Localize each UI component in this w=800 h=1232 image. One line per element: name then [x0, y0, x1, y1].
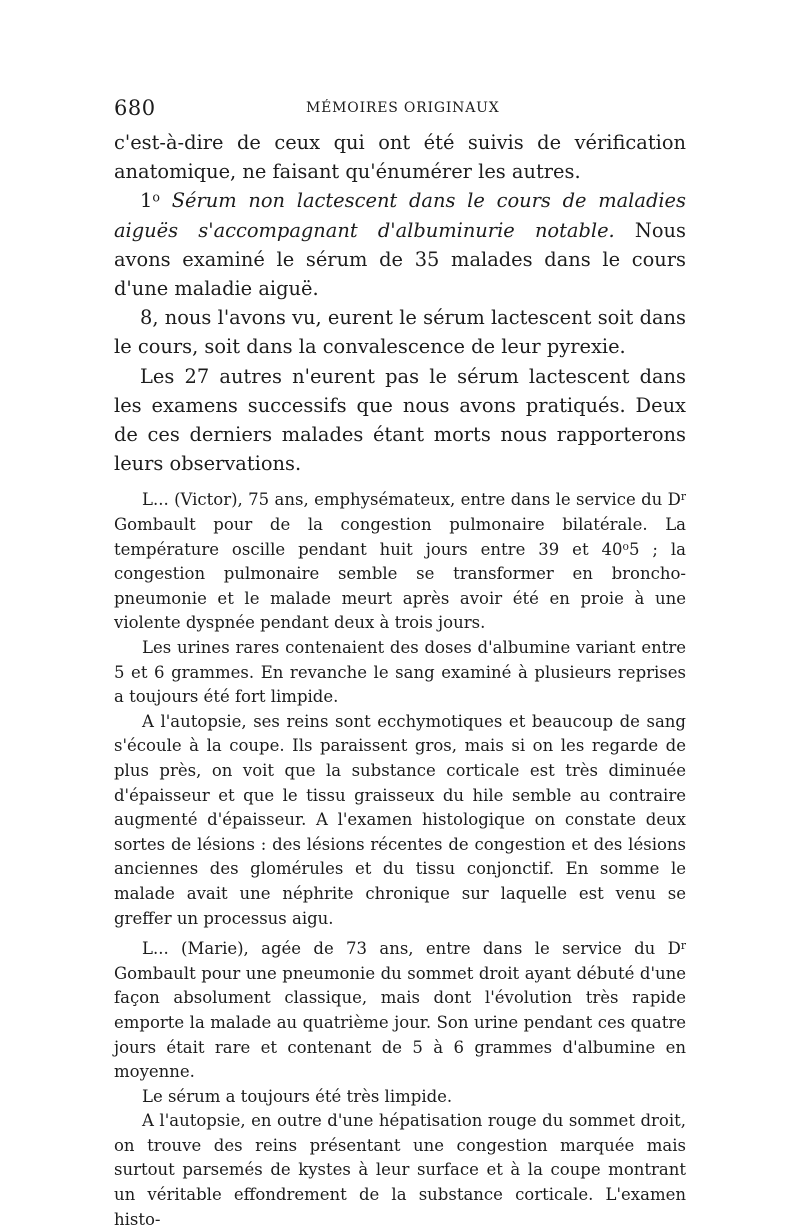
body-paragraph: Les 27 autres n'eurent pas le sérum lactescent dans les examens successifs que nous avons pratiqués. Deux de ces derniers malades étant morts nous rapporterons leurs observations.: [114, 364, 686, 476]
running-head: [114, 96, 686, 124]
case-paragraph: Les urines rares contenaient des doses d'albumine variant entre 5 et 6 grammes. En revanche le sang examiné à plusieurs reprises a toujours été fort limpide.: [114, 638, 686, 707]
case-text: Gombault pour de la congestion pulmonaire bilatérale. La température oscille pendant huit jours entre 39 et 40: [114, 515, 686, 559]
section-number-ordinal: o: [152, 189, 160, 205]
case-victor: [114, 488, 686, 931]
case-marie: [114, 937, 686, 1232]
case-paragraph: [114, 937, 686, 1085]
case-paragraph: [114, 488, 686, 636]
case-paragraph: A l'autopsie, ses reins sont ecchymotiques et beaucoup de sang s'écoule à la coupe. Ils paraissent gros, mais si on les regarde de plus près, on voit que la substance corticale est très diminuée d'épaisseur et que le tissu graisseux du hile semble au contraire augmenté d'épaisseur. A l'examen histologique on constate deux sortes de lésions : des lésions récentes de congestion et des lésions anciennes des glomérules et du tissu conjonctif. En somme le malade avait une néphrite chronique sur laquelle est venu se greffer un processus aigu.: [114, 711, 686, 928]
section-number: 1: [140, 189, 153, 213]
case-paragraph: A l'autopsie, en outre d'une hépatisation rouge du sommet droit, on trouve des reins présentant une congestion marquée mais surtout parsemés de kystes à leur surface et à la coupe montrant un véritable effondrement de la substance corticale. L'examen histo-: [114, 1111, 686, 1229]
doctor-abbrev-sup: r: [680, 490, 686, 504]
degree-sup: o: [622, 539, 629, 553]
body-paragraph: 8, nous l'avons vu, eurent le sérum lactescent soit dans le cours, soit dans la convalescence de leur pyrexie.: [114, 306, 686, 359]
case-text: Gombault pour une pneumonie du sommet droit ayant débuté d'une façon absolument classique, mais dont l'évolution très rapide emporte la malade au quatrième jour. Son urine pendant ces quatre jours était rare et contenant de 5 à 6 grammes d'albumine en moyenne.: [114, 963, 686, 1082]
section-heading-text: Nous avons examiné le sérum de 35 malades dans le cours d'une maladie aiguë.: [114, 218, 686, 301]
case-text: L... (Victor), 75 ans, emphysémateux, entre dans le service du D: [142, 490, 681, 510]
section-heading: Sérum non lactescent dans le cours de maladies aiguës s'accompagnant d'albuminurie notable.: [114, 189, 686, 242]
book-page: [114, 96, 686, 1232]
section-heading-paragraph: [114, 186, 686, 303]
running-title: MÉMOIRES ORIGINAUX: [306, 100, 500, 116]
doctor-abbrev-sup: r: [680, 939, 686, 953]
page-number: 680: [114, 96, 156, 120]
case-text: L... (Marie), agée de 73 ans, entre dans le service du D: [142, 939, 681, 959]
case-paragraph: Le sérum a toujours été très limpide.: [142, 1086, 453, 1106]
continuation-paragraph: c'est-à-dire de ceux qui ont été suivis de vérification anatomique, ne faisant qu'énumérer les autres.: [114, 131, 686, 184]
intro-section: [114, 128, 686, 478]
case-text: 5 ; la congestion pulmonaire semble se transformer en broncho-pneumonie et le malade meurt après avoir été en proie à une violente dyspnée pendant deux à trois jours.: [114, 539, 686, 633]
